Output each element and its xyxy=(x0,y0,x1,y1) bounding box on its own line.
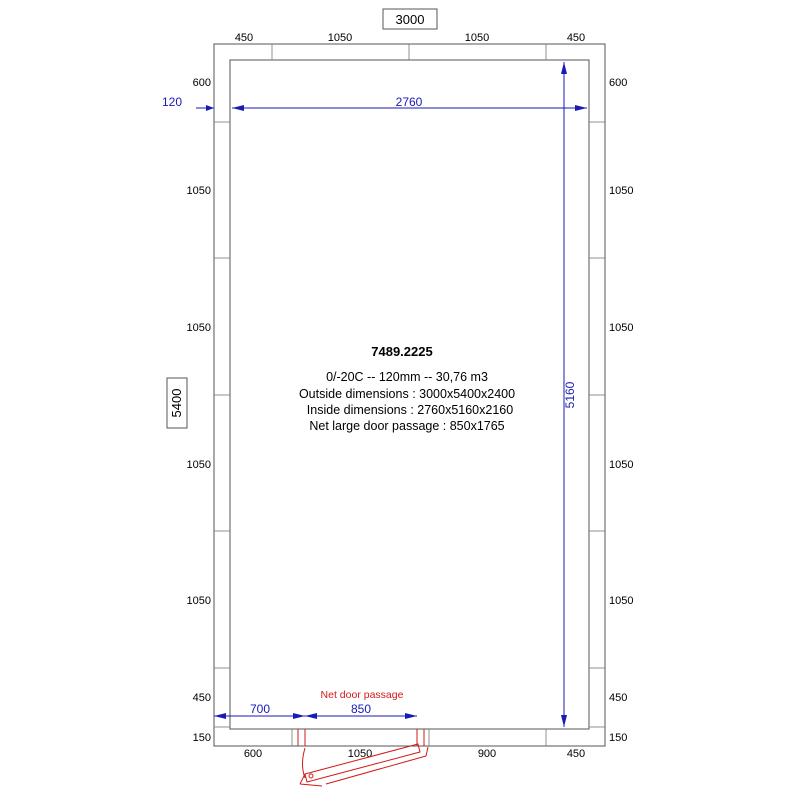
left-panel-label: 1050 xyxy=(186,459,211,471)
bottom-panel-label: 1050 xyxy=(347,748,373,760)
door-offset-label: 700 xyxy=(249,702,271,716)
right-panel-label: 1050 xyxy=(609,595,634,607)
top-panel-label: 450 xyxy=(566,32,586,44)
left-panel-label: 450 xyxy=(192,692,211,704)
top-panel-label: 1050 xyxy=(327,32,353,44)
door-width-label: 850 xyxy=(350,702,372,716)
right-panel-label: 150 xyxy=(609,732,628,744)
bottom-panel-label: 450 xyxy=(566,748,586,760)
door-passage-line: Net large door passage : 850x1765 xyxy=(309,419,505,433)
bottom-panel-ticks xyxy=(292,729,546,746)
right-panel-label: 1050 xyxy=(609,322,634,334)
outside-dimensions-line: Outside dimensions : 3000x5400x2400 xyxy=(298,387,516,401)
top-panel-ticks xyxy=(272,44,546,60)
left-panel-label: 150 xyxy=(192,732,211,744)
overall-width-label: 3000 xyxy=(395,12,425,27)
right-panel-ticks xyxy=(589,122,605,727)
bottom-panel-label: 600 xyxy=(243,748,263,760)
left-panel-ticks xyxy=(214,122,230,727)
left-panel-label: 600 xyxy=(192,77,211,89)
inside-width-label: 2760 xyxy=(395,95,423,109)
left-panel-label: 1050 xyxy=(186,595,211,607)
left-panel-label: 1050 xyxy=(186,185,211,197)
spec-line: 0/-20C -- 120mm -- 30,76 m3 xyxy=(326,370,488,384)
wall-thickness-label: 120 xyxy=(161,95,183,109)
bottom-panel-label: 900 xyxy=(477,748,497,760)
right-panel-label: 1050 xyxy=(609,185,634,197)
right-panel-label: 450 xyxy=(609,692,628,704)
project-number: 7489.2225 xyxy=(371,344,433,359)
overall-depth-label: 5400 xyxy=(169,388,184,418)
top-panel-label: 1050 xyxy=(464,32,490,44)
inside-dimensions-line: Inside dimensions : 2760x5160x2160 xyxy=(306,403,514,417)
inside-depth-label: 5160 xyxy=(563,381,577,409)
top-panel-label: 450 xyxy=(234,32,254,44)
right-panel-label: 1050 xyxy=(609,459,634,471)
left-panel-label: 1050 xyxy=(186,322,211,334)
right-panel-label: 600 xyxy=(609,77,628,89)
door-passage-label: Net door passage xyxy=(320,689,404,701)
wall-thickness-dimension xyxy=(196,105,214,111)
